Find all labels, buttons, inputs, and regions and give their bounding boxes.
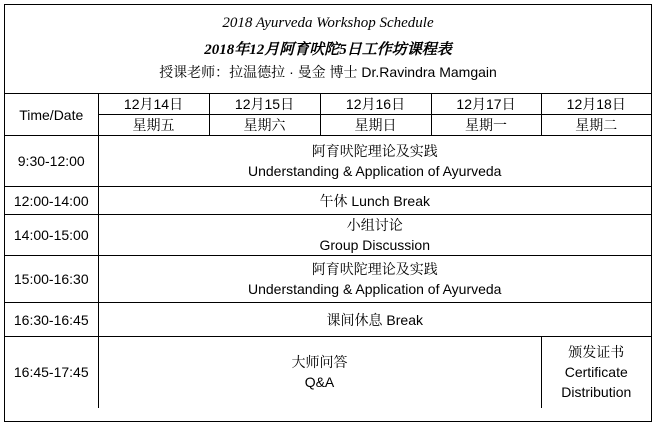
certificate-subtitle-en: Distribution: [561, 384, 632, 401]
weekday-cell: 星期五: [98, 115, 209, 136]
session-cell: [98, 256, 651, 303]
date-cell: 12月16日: [320, 94, 431, 115]
schedule-sheet: [4, 4, 652, 422]
session-title-en: Understanding & Application of Ayurveda: [248, 281, 502, 297]
session-cell: [98, 215, 651, 256]
time-cell: 16:30-16:45: [5, 303, 98, 337]
session-title-en: Understanding & Application of Ayurveda: [248, 163, 502, 179]
session-row: [5, 256, 651, 303]
certificate-cell: [541, 337, 651, 408]
title-english: 2018 Ayurveda Workshop Schedule: [222, 15, 434, 31]
session-title-en: Group Discussion: [319, 237, 430, 253]
session-title-cn: 阿育吠陀理论及实践: [311, 261, 438, 277]
date-cell: 12月15日: [209, 94, 320, 115]
session-cell: [98, 337, 541, 408]
time-date-header: Time/Date: [5, 94, 98, 136]
weekday-cell: 星期一: [431, 115, 541, 136]
time-cell: 12:00-14:00: [5, 187, 98, 215]
date-header-row: [5, 94, 651, 115]
certificate-title-cn: 颁发证书: [568, 344, 625, 361]
session-title-cn: 小组讨论: [346, 217, 403, 233]
session-row: [5, 187, 651, 215]
certificate-title-en: Certificate: [564, 364, 628, 381]
session-title-cn: 大师问答: [291, 354, 348, 371]
session-cell: 课间休息 Break: [98, 303, 651, 337]
time-cell: 9:30-12:00: [5, 136, 98, 187]
session-title-en: Q&A: [304, 374, 335, 391]
date-cell: 12月17日: [431, 94, 541, 115]
schedule-table: [5, 93, 651, 408]
time-cell: 16:45-17:45: [5, 337, 98, 408]
session-row: [5, 215, 651, 256]
session-title-cn: 阿育吠陀理论及实践: [311, 143, 438, 159]
date-cell: 12月14日: [98, 94, 209, 115]
session-cell: [98, 136, 651, 187]
weekday-cell: 星期二: [541, 115, 651, 136]
time-cell: 14:00-15:00: [5, 215, 98, 256]
weekday-cell: 星期六: [209, 115, 320, 136]
weekday-row: [5, 115, 651, 136]
schedule-header: [5, 5, 651, 91]
title-chinese: 2018年12月阿育吠陀5日工作坊课程表: [204, 42, 452, 58]
session-row: [5, 136, 651, 187]
session-row: [5, 303, 651, 337]
time-cell: 15:00-16:30: [5, 256, 98, 303]
date-cell: 12月18日: [541, 94, 651, 115]
session-cell: 午休 Lunch Break: [98, 187, 651, 215]
session-row: [5, 337, 651, 408]
instructor-line: 授课老师：拉温德拉 · 曼金 博士 Dr.Ravindra Mamgain: [159, 64, 497, 80]
weekday-cell: 星期日: [320, 115, 431, 136]
